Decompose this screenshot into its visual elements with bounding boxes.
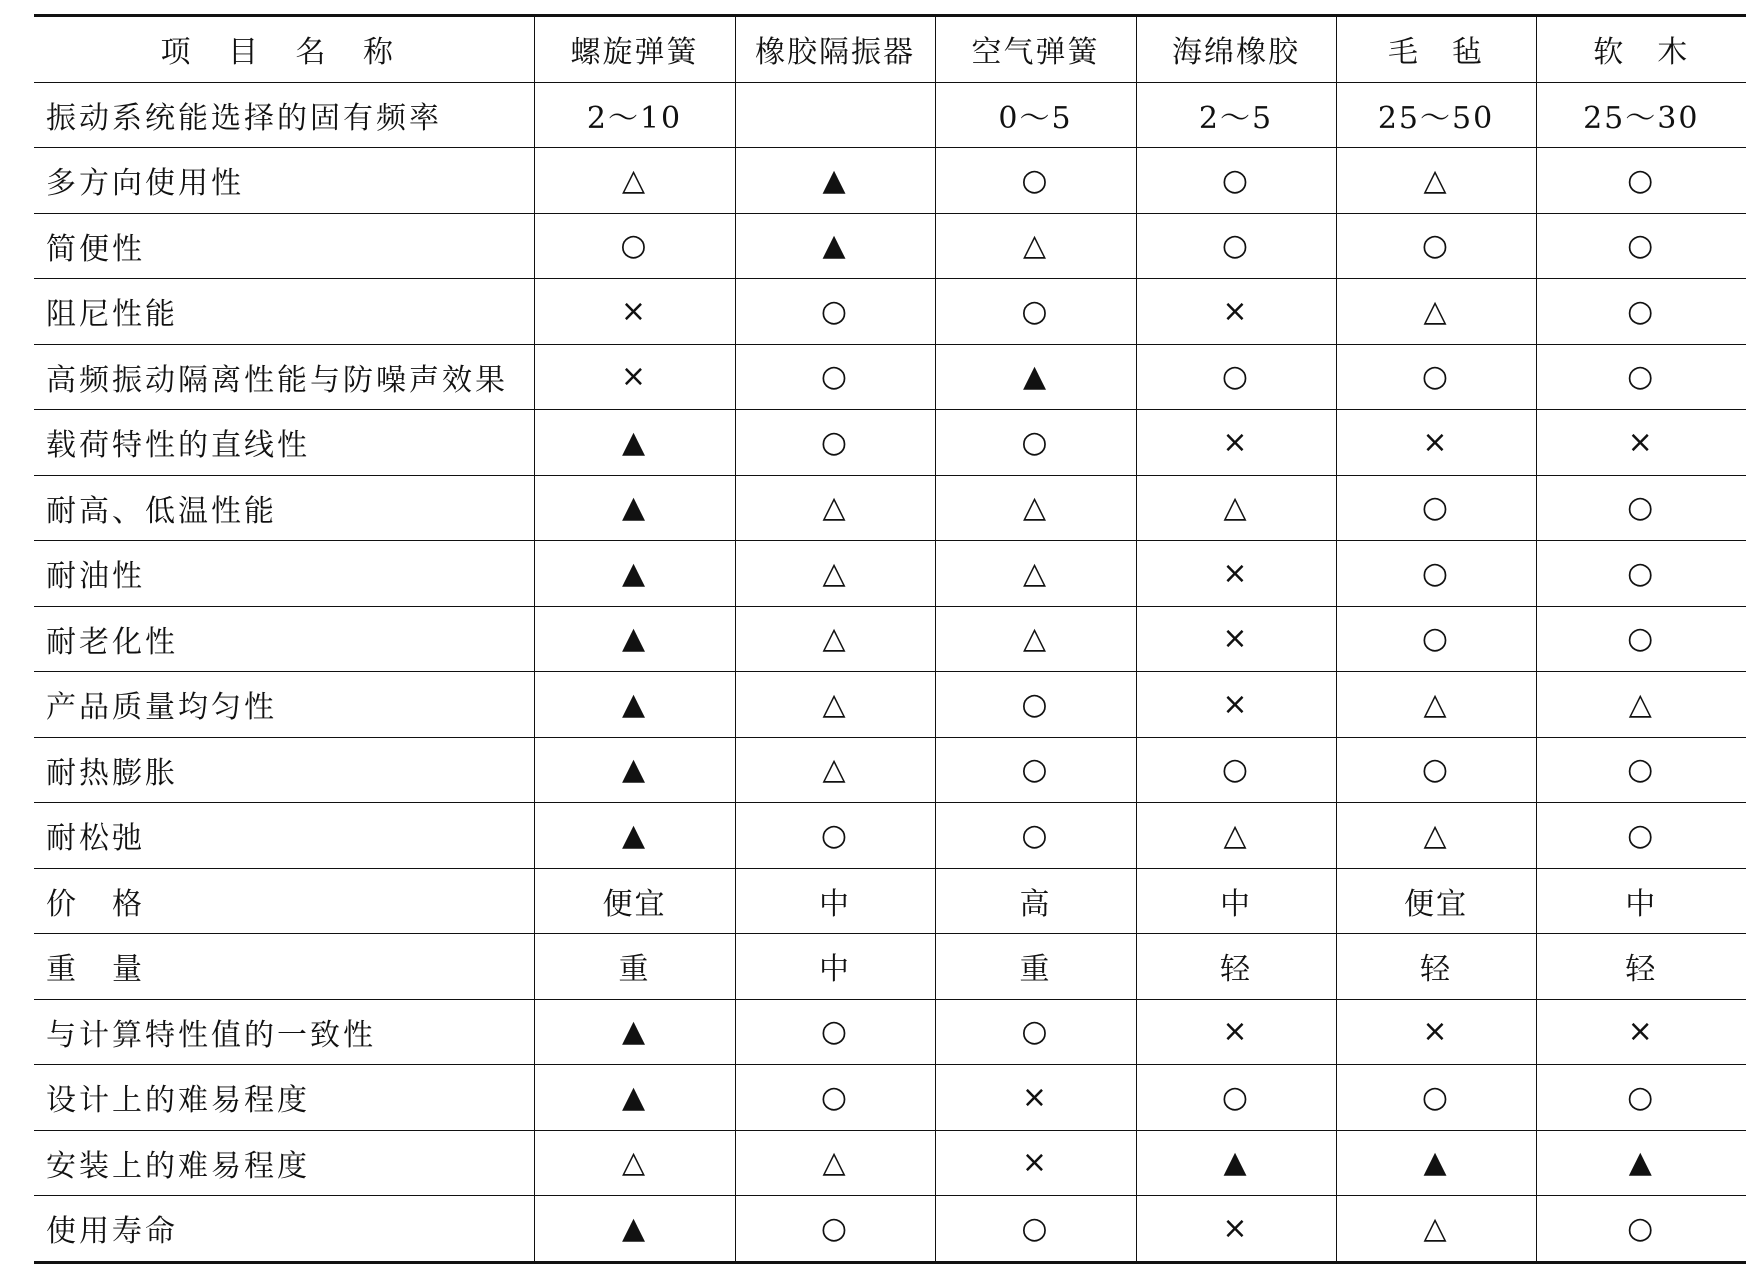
table-cell [735,279,935,345]
table-cell [1136,606,1336,672]
row-label: 简便性 [34,213,534,279]
rating-symbol: ○ [1627,621,1656,657]
rating-symbol: △ [822,686,848,722]
table-cell [935,410,1136,476]
row-label: 耐油性 [34,541,534,607]
rating-symbol: ○ [1221,359,1251,395]
table-cell [935,1065,1136,1131]
header-row [34,16,1746,83]
table-cell [534,1130,735,1196]
rating-symbol: ○ [1021,424,1050,460]
rating-symbol: △ [1628,686,1654,722]
table-cell [735,410,935,476]
rating-symbol: × [1222,686,1250,722]
comparison-table-container [34,14,1746,1264]
rating-symbol: ○ [1627,752,1656,788]
rating-symbol: × [1422,424,1450,460]
rating-symbol: △ [822,555,848,591]
row-label: 耐热膨胀 [34,737,534,803]
table-cell [1336,213,1536,279]
table-cell [735,475,935,541]
rating-symbol: ○ [1021,817,1050,853]
table-cell: 高 [935,868,1136,934]
table-cell: 2～5 [1136,82,1336,148]
rating-symbol: △ [822,621,848,657]
rating-symbol: ▲ [621,1014,648,1050]
table-cell: 轻 [1136,934,1336,1000]
rating-symbol: ○ [1421,752,1451,788]
rating-symbol: ○ [1021,1210,1050,1246]
table-cell [534,279,735,345]
rating-symbol: × [1021,1145,1050,1181]
rating-symbol: ○ [1421,490,1451,526]
table-cell [1536,1130,1746,1196]
rating-symbol: × [1627,1014,1655,1050]
table-cell [735,803,935,869]
table-cell [1136,737,1336,803]
table-cell [1136,410,1336,476]
rating-symbol: ○ [1021,686,1050,722]
table-cell [1336,672,1536,738]
table-cell: 25～30 [1536,82,1746,148]
table-row [34,82,1746,148]
table-cell [1536,999,1746,1065]
rating-symbol: ▲ [1423,1145,1449,1181]
rating-symbol: △ [1423,1210,1449,1246]
rating-symbol: ○ [1421,555,1451,591]
rating-symbol: △ [822,752,848,788]
column-header-cork: 软 木 [1536,16,1746,83]
rating-symbol: ▲ [621,686,648,722]
rating-symbol: × [1222,1014,1250,1050]
rating-symbol: ▲ [621,490,648,526]
rating-symbol: △ [1022,490,1049,526]
table-cell [1336,1196,1536,1263]
rating-symbol: ○ [1421,1079,1451,1115]
row-label: 多方向使用性 [34,148,534,214]
table-cell [935,606,1136,672]
table-cell [1336,999,1536,1065]
rating-symbol: ○ [820,293,850,329]
rating-symbol: △ [1423,686,1449,722]
rating-symbol: ▲ [621,555,648,591]
table-cell [735,82,935,148]
table-cell [935,737,1136,803]
table-cell [1336,1065,1536,1131]
row-label: 耐高、低温性能 [34,475,534,541]
table-cell [1336,148,1536,214]
table-cell: 中 [735,868,935,934]
rating-symbol: ▲ [621,1079,648,1115]
table-cell [935,803,1136,869]
rating-symbol: ○ [1021,1014,1050,1050]
table-cell [1136,213,1336,279]
rating-symbol: ○ [1627,1079,1656,1115]
table-cell [1136,999,1336,1065]
table-cell [735,1130,935,1196]
column-header-felt: 毛 毡 [1336,16,1536,83]
rating-symbol: ○ [820,424,850,460]
row-label: 阻尼性能 [34,279,534,345]
rating-symbol: △ [1223,490,1249,526]
table-cell [1536,541,1746,607]
column-header-air-spring: 空气弹簧 [935,16,1136,83]
rating-symbol: ▲ [621,1210,648,1246]
rating-symbol: ▲ [621,752,648,788]
table-cell: 2～10 [534,82,735,148]
rating-symbol: △ [621,1145,648,1181]
rating-symbol: ▲ [621,424,648,460]
table-body [34,82,1746,1262]
table-cell: 中 [1536,868,1746,934]
row-label: 高频振动隔离性能与防噪声效果 [34,344,534,410]
column-header-coil-spring: 螺旋弹簧 [534,16,735,83]
table-cell [935,999,1136,1065]
rating-symbol: ▲ [822,228,848,264]
rating-symbol: ○ [1221,228,1251,264]
table-row [34,999,1746,1065]
rating-symbol: × [1222,621,1250,657]
table-cell [735,1196,935,1263]
rating-symbol: ○ [1021,162,1050,198]
table-row [34,934,1746,1000]
rating-symbol: ○ [1627,228,1656,264]
row-label: 耐老化性 [34,606,534,672]
table-cell [735,999,935,1065]
table-cell [534,1065,735,1131]
table-row [34,541,1746,607]
rating-symbol: ▲ [822,162,848,198]
rating-symbol: ○ [820,1210,850,1246]
table-cell [1336,344,1536,410]
table-cell [534,344,735,410]
table-cell [935,541,1136,607]
table-cell [1136,1065,1336,1131]
table-cell [735,672,935,738]
table-cell [1336,410,1536,476]
rating-symbol: × [1222,555,1250,591]
row-label: 安装上的难易程度 [34,1130,534,1196]
column-header-sponge-rubber: 海绵橡胶 [1136,16,1336,83]
rating-symbol: × [620,359,649,395]
table-cell [1536,803,1746,869]
row-label: 价 格 [34,868,534,934]
table-row [34,606,1746,672]
table-row [34,868,1746,934]
table-cell [935,213,1136,279]
table-cell [735,541,935,607]
table-cell [1536,606,1746,672]
rating-symbol: ○ [1627,359,1656,395]
rating-symbol: ○ [1021,752,1050,788]
table-row [34,803,1746,869]
table-cell [1536,213,1746,279]
table-cell [1336,279,1536,345]
table-cell [1336,541,1536,607]
column-header-rubber-isolator: 橡胶隔振器 [735,16,935,83]
table-cell [1336,803,1536,869]
rating-symbol: ○ [1627,817,1656,853]
table-cell [935,148,1136,214]
table-cell [1536,1065,1746,1131]
table-cell [1336,737,1536,803]
rating-symbol: △ [621,162,648,198]
rating-symbol: △ [822,1145,848,1181]
rating-symbol: △ [1022,555,1049,591]
table-cell [935,1196,1136,1263]
row-label: 设计上的难易程度 [34,1065,534,1131]
rating-symbol: ○ [1421,228,1451,264]
table-cell [1136,672,1336,738]
table-row [34,1065,1746,1131]
table-row [34,410,1746,476]
table-cell [1136,475,1336,541]
table-cell: 25～50 [1336,82,1536,148]
table-row [34,475,1746,541]
table-row [34,1196,1746,1263]
rating-symbol: × [1627,424,1655,460]
table-cell: 轻 [1336,934,1536,1000]
row-label: 使用寿命 [34,1196,534,1263]
row-label: 与计算特性值的一致性 [34,999,534,1065]
table-cell [735,606,935,672]
rating-symbol: × [1422,1014,1450,1050]
table-cell [1136,1196,1336,1263]
rating-symbol: ▲ [1628,1145,1654,1181]
rating-symbol: ○ [820,817,850,853]
rating-symbol: ○ [1627,293,1656,329]
table-cell [735,1065,935,1131]
table-cell [1536,148,1746,214]
rating-symbol: ▲ [621,621,648,657]
rating-symbol: ○ [1221,1079,1251,1115]
table-cell [534,410,735,476]
rating-symbol: ○ [1627,162,1656,198]
table-cell [534,541,735,607]
table-cell [534,148,735,214]
rating-symbol: ○ [1021,293,1050,329]
table-cell [1136,803,1336,869]
rating-symbol: △ [1423,162,1449,198]
table-cell [735,213,935,279]
rating-symbol: ○ [1221,162,1251,198]
rating-symbol: ○ [820,1014,850,1050]
table-cell [935,344,1136,410]
rating-symbol: ○ [1421,359,1451,395]
table-cell [534,672,735,738]
table-cell [534,1196,735,1263]
table-row [34,344,1746,410]
table-cell [1536,1196,1746,1263]
rating-symbol: × [1021,1079,1050,1115]
table-cell [1536,279,1746,345]
rating-symbol: ○ [1221,752,1251,788]
table-cell [1136,148,1336,214]
table-cell [1136,1130,1336,1196]
table-row [34,737,1746,803]
rating-symbol: × [620,293,649,329]
column-header-item-name: 项 目 名 称 [34,16,534,83]
rating-symbol: ▲ [1022,359,1049,395]
rating-symbol: △ [1223,817,1249,853]
table-cell: 中 [735,934,935,1000]
rating-symbol: ○ [1421,621,1451,657]
rating-symbol: △ [822,490,848,526]
table-cell [1336,475,1536,541]
table-cell [534,737,735,803]
table-cell [1136,279,1336,345]
table-cell: 便宜 [534,868,735,934]
rating-symbol: ○ [1627,1210,1656,1246]
table-cell [1536,344,1746,410]
table-row [34,148,1746,214]
table-row [34,1130,1746,1196]
table-cell [1536,672,1746,738]
table-cell [1136,541,1336,607]
table-cell [935,475,1136,541]
vibration-isolator-comparison-table [34,14,1746,1264]
rating-symbol: △ [1423,817,1449,853]
table-cell [935,279,1136,345]
rating-symbol: ▲ [1223,1145,1249,1181]
table-cell [534,475,735,541]
rating-symbol: × [1222,1210,1250,1246]
table-cell: 轻 [1536,934,1746,1000]
rating-symbol: △ [1423,293,1449,329]
table-cell: 重 [935,934,1136,1000]
table-cell [1536,737,1746,803]
row-label: 载荷特性的直线性 [34,410,534,476]
row-label: 产品质量均匀性 [34,672,534,738]
table-cell [534,803,735,869]
row-label: 耐松弛 [34,803,534,869]
table-cell [1336,1130,1536,1196]
table-cell: 中 [1136,868,1336,934]
rating-symbol: ○ [820,1079,850,1115]
table-cell [935,672,1136,738]
rating-symbol: ○ [620,228,649,264]
table-cell: 便宜 [1336,868,1536,934]
table-row [34,279,1746,345]
rating-symbol: △ [1022,621,1049,657]
rating-symbol: ○ [1627,555,1656,591]
table-cell [735,344,935,410]
rating-symbol: ○ [820,359,850,395]
table-cell [1536,475,1746,541]
rating-symbol: ▲ [621,817,648,853]
table-cell: 0～5 [935,82,1136,148]
table-row [34,213,1746,279]
row-label: 重 量 [34,934,534,1000]
table-cell [935,1130,1136,1196]
table-cell [534,606,735,672]
table-cell [1336,606,1536,672]
table-cell [1136,344,1336,410]
table-cell [735,148,935,214]
table-cell [534,213,735,279]
table-cell [534,999,735,1065]
table-cell: 重 [534,934,735,1000]
rating-symbol: × [1222,424,1250,460]
row-label: 振动系统能选择的固有频率 [34,82,534,148]
rating-symbol: ○ [1627,490,1656,526]
table-row [34,672,1746,738]
table-cell [1536,410,1746,476]
rating-symbol: × [1222,293,1250,329]
table-cell [735,737,935,803]
rating-symbol: △ [1022,228,1049,264]
